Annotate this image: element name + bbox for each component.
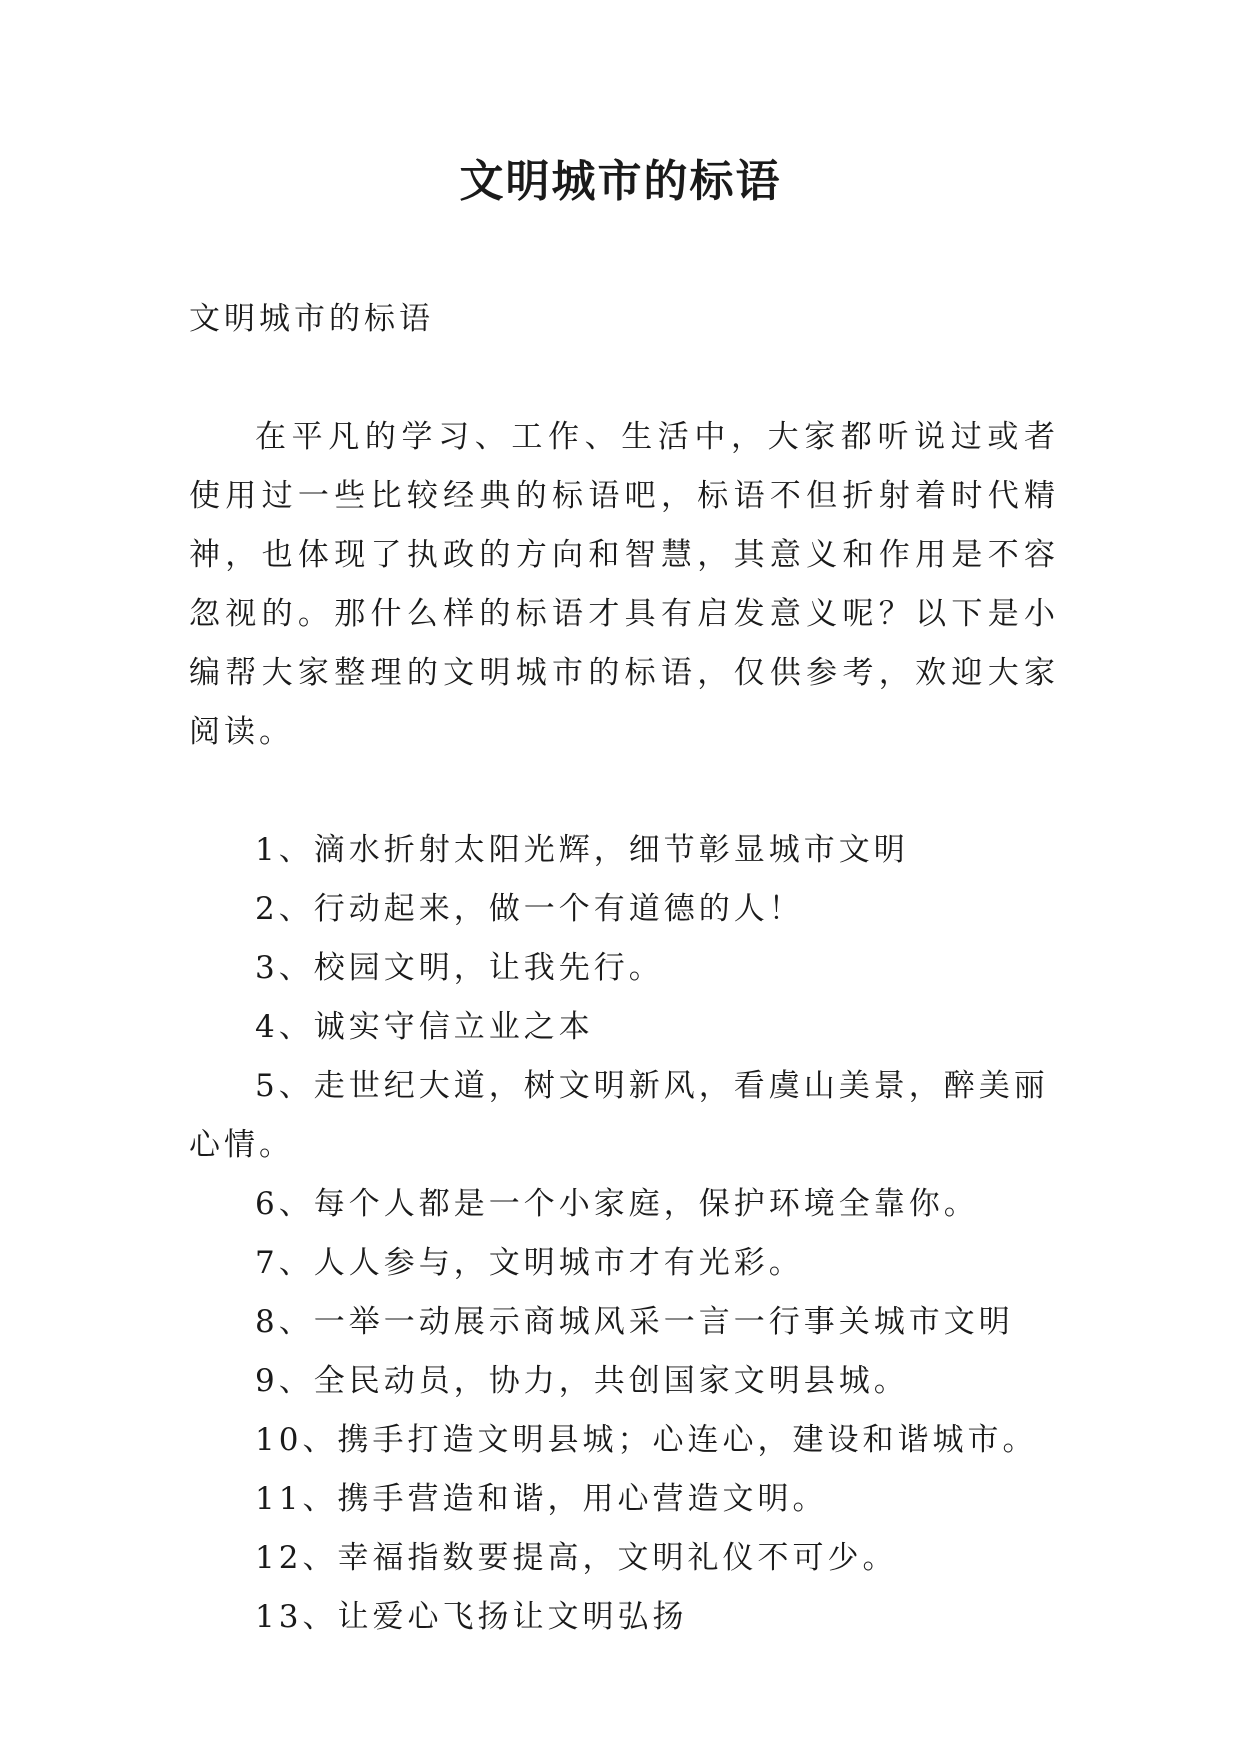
slogan-item: 10、携手打造文明县城；心连心，建设和谐城市。 — [255, 1422, 1038, 1458]
slogan-item: 5、走世纪大道，树文明新风，看虞山美景，醉美丽心情。 — [189, 1068, 1049, 1163]
page-title: 文明城市的标语 — [459, 156, 782, 207]
slogan-item: 6、每个人都是一个小家庭，保护环境全靠你。 — [255, 1186, 979, 1222]
document-subtitle: 文明城市的标语 — [189, 301, 434, 337]
slogan-item: 7、人人参与，文明城市才有光彩。 — [255, 1245, 804, 1281]
slogan-item: 2、行动起来，做一个有道德的人！ — [255, 891, 804, 927]
document-body — [189, 290, 1059, 1647]
slogan-item: 4、诚实守信立业之本 — [255, 1009, 594, 1045]
intro-paragraph: 在平凡的学习、工作、生活中，大家都听说过或者使用过一些比较经典的标语吧，标语不但折射着时代精神，也体现了执政的方向和智慧，其意义和作用是不容忽视的。那什么样的标语才具有启发意义呢？以下是小编帮大家整理的文明城市的标语，仅供参考，欢迎大家阅读。 — [189, 419, 1059, 750]
slogan-item: 9、全民动员，协力，共创国家文明县城。 — [255, 1363, 909, 1399]
slogan-item: 3、校园文明，让我先行。 — [255, 950, 664, 986]
slogan-item: 11、携手营造和谐，用心营造文明。 — [255, 1481, 828, 1517]
slogan-item: 13、让爱心飞扬让文明弘扬 — [255, 1599, 688, 1635]
slogan-item: 8、一举一动展示商城风采一言一行事关城市文明 — [255, 1304, 1014, 1340]
slogan-item: 1、滴水折射太阳光辉，细节彰显城市文明 — [255, 832, 909, 868]
slogan-list — [189, 821, 1059, 1647]
slogan-item: 12、幸福指数要提高，文明礼仪不可少。 — [255, 1540, 898, 1576]
